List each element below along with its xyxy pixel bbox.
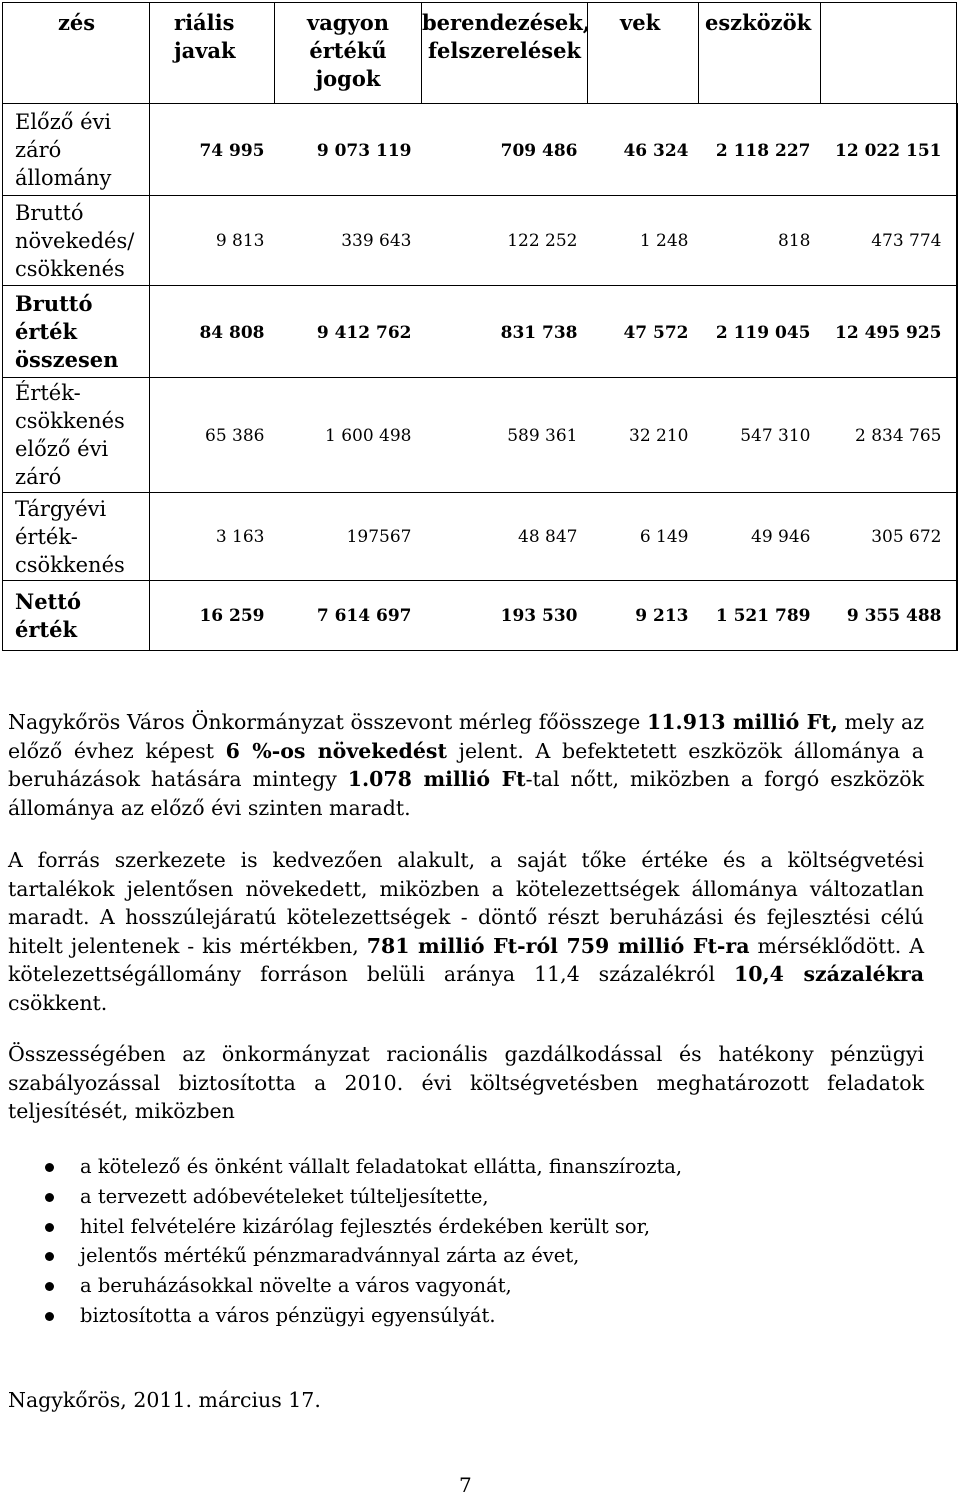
row-label: Tárgyévi érték-csökkenés <box>3 493 150 581</box>
table-cell: 47 572 <box>588 286 699 378</box>
table-cell: 831 738 <box>422 286 588 378</box>
list-item <box>8 1301 908 1331</box>
bullet-icon <box>45 1282 54 1291</box>
table-cell: 122 252 <box>422 196 588 286</box>
text-run: jelent. A befektetett eszközök állománya a beruházások hatására mintegy <box>8 738 924 792</box>
list-item-text: jelentős mértékű pénzmaradvánnyal zárta az évet, <box>80 1244 580 1268</box>
column-header: vagyon értékű jogok <box>275 3 422 104</box>
bullet-icon <box>45 1223 54 1232</box>
table-cell: 7 614 697 <box>275 581 422 651</box>
table-cell: 197567 <box>275 493 422 581</box>
table-cell: 709 486 <box>422 104 588 196</box>
text-run: mérséklődött. A kötelezettségállomány forráson belüli aránya 11,4 százalékról <box>8 933 924 987</box>
text-run: -tal nőtt, miközben a forgó eszközök állománya az előző évi szinten maradt. <box>8 767 924 820</box>
table-row <box>3 378 957 493</box>
table-cell: 12 495 925 <box>821 286 957 378</box>
row-label: Nettó érték <box>3 581 150 651</box>
text-run: Nagykőrös Város Önkormányzat összevont mérleg főösszege <box>8 710 648 734</box>
row-label: Bruttó növekedés/ csökkenés <box>3 196 150 286</box>
list-item <box>8 1212 908 1242</box>
column-header: eszközök <box>699 3 821 104</box>
table-cell: 1 521 789 <box>699 581 821 651</box>
bullet-icon <box>45 1163 54 1172</box>
bullet-icon <box>45 1193 54 1202</box>
page-number: 7 <box>459 1473 472 1497</box>
table-cell: 1 248 <box>588 196 699 286</box>
table-cell: 48 847 <box>422 493 588 581</box>
place-and-date: Nagykőrös, 2011. március 17. <box>8 1388 321 1412</box>
table-cell: 547 310 <box>699 378 821 493</box>
list-item <box>8 1152 908 1182</box>
table-cell: 9 073 119 <box>275 104 422 196</box>
bullet-icon <box>45 1252 54 1261</box>
table-cell: 473 774 <box>821 196 957 286</box>
table-cell: 12 022 151 <box>821 104 957 196</box>
row-label: Bruttó érték összesen <box>3 286 150 378</box>
column-header <box>821 3 957 104</box>
table-cell: 305 672 <box>821 493 957 581</box>
table-row <box>3 493 957 581</box>
table-cell: 46 324 <box>588 104 699 196</box>
table-cell: 9 813 <box>150 196 275 286</box>
text-run: A forrás szerkezete is kedvezően alakult, a saját tőke értéke és a költségvetési tartalékok jelentősen növekedett, miközben a kötelezettségek állománya változatlan maradt. A hosszúlejáratú kötelezettségek - döntő részt beruházási és fejlesztési célú hitelt jelentenek - kis mértékben, <box>8 848 924 958</box>
table-cell: 2 834 765 <box>821 378 957 493</box>
column-header: zés <box>3 3 150 104</box>
table-row <box>3 286 957 378</box>
highlight-total: 11.913 millió Ft, <box>647 710 838 734</box>
table-cell: 193 530 <box>422 581 588 651</box>
table-header-row <box>3 3 957 104</box>
bullet-icon <box>45 1312 54 1321</box>
table-cell: 2 118 227 <box>699 104 821 196</box>
asset-table <box>2 2 958 651</box>
table-row <box>3 104 957 196</box>
table-cell: 2 119 045 <box>699 286 821 378</box>
list-item <box>8 1182 908 1212</box>
row-label: Előző évi záró állomány <box>3 104 150 196</box>
highlight-invested: 1.078 millió Ft <box>347 767 526 792</box>
column-header: berendezések, felszerelések <box>422 3 588 104</box>
table-row <box>3 581 957 651</box>
list-item <box>8 1241 908 1271</box>
paragraph-balance-sheet <box>8 708 924 822</box>
table-cell: 339 643 <box>275 196 422 286</box>
column-header: vek <box>588 3 699 104</box>
highlight-growth: 6 %-os növekedést <box>225 738 447 763</box>
table-cell: 6 149 <box>588 493 699 581</box>
highlight-ratio: 10,4 százalékra <box>734 962 924 987</box>
table-cell: 3 163 <box>150 493 275 581</box>
paragraph-liabilities <box>8 846 924 1018</box>
table-cell: 49 946 <box>699 493 821 581</box>
list-item-text: a tervezett adóbevételeket túlteljesítette, <box>80 1184 489 1208</box>
column-header: riális javak <box>150 3 275 104</box>
list-item-text: hitel felvételére kizárólag fejlesztés érdekében került sor, <box>80 1214 651 1238</box>
table-cell: 84 808 <box>150 286 275 378</box>
list-item-text: biztosította a város pénzügyi egyensúlyát. <box>80 1303 496 1327</box>
list-item-text: a beruházásokkal növelte a város vagyonát, <box>80 1274 512 1298</box>
row-label: Érték-csökkenés előző évi záró <box>3 378 150 493</box>
table-cell: 9 412 762 <box>275 286 422 378</box>
text-run: csökkent. <box>8 990 108 1015</box>
table-cell: 16 259 <box>150 581 275 651</box>
bullet-list <box>8 1152 908 1331</box>
table-cell: 9 355 488 <box>821 581 957 651</box>
paragraph-summary: Összességében az önkormányzat racionális gazdálkodással és hatékony pénzügyi szabályozással biztosította a 2010. évi költségvetésben meghatározott feladatok teljesítését, miközben <box>8 1042 924 1124</box>
text-run: mely az előző évhez képest <box>8 710 925 763</box>
highlight-loans: 781 millió Ft-ról 759 millió Ft-ra <box>366 933 750 958</box>
list-item <box>8 1271 908 1301</box>
list-item-text: a kötelező és önként vállalt feladatokat ellátta, finanszírozta, <box>80 1155 683 1178</box>
table-cell: 818 <box>699 196 821 286</box>
table-cell: 32 210 <box>588 378 699 493</box>
table-cell: 74 995 <box>150 104 275 196</box>
table-cell: 1 600 498 <box>275 378 422 493</box>
table-cell: 65 386 <box>150 378 275 493</box>
table-row <box>3 196 957 286</box>
table-cell: 589 361 <box>422 378 588 493</box>
table-cell: 9 213 <box>588 581 699 651</box>
